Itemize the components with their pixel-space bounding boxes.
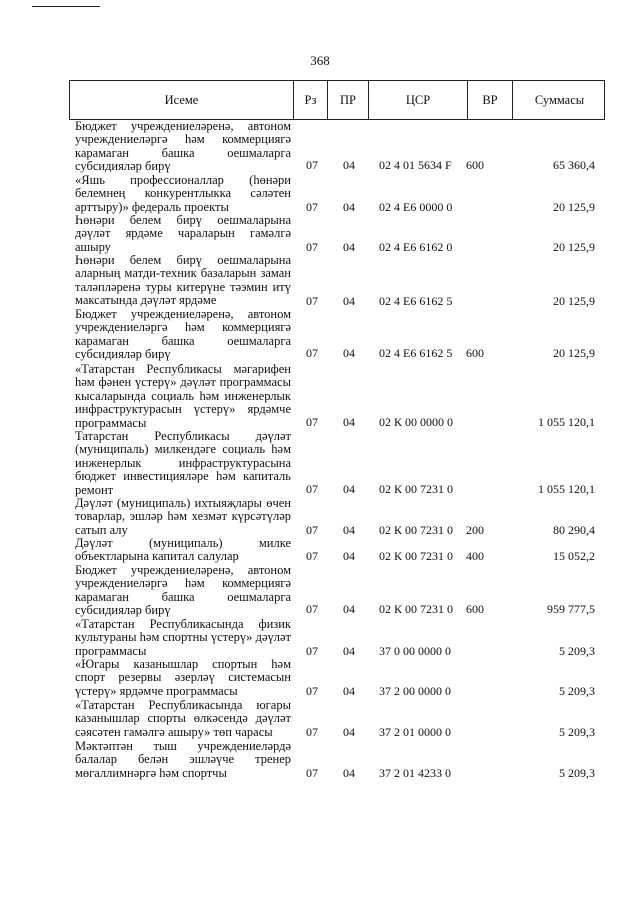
row-sum: 20 125,9 (553, 240, 595, 254)
row-rz: 07 (306, 415, 318, 429)
row-name: Мәктәптән тыш учреждениеләрдә балалар белән эшләүче тренер мөгаллимнәргә һәм спортчы (75, 739, 291, 780)
row-pr: 04 (343, 158, 355, 172)
row-name: «Татарстан Республикасында югары казанышлар спорты өлкәсендә дәүләт сәясәтен гамәлгә ашыру» төп чарасы (75, 698, 291, 739)
row-name: Һөнәри белем бирү оешмаларына дәүләт ярдәме чараларын гамәлгә ашыру (75, 213, 291, 254)
header-sum: Суммасы (534, 92, 585, 107)
row-name: Дәүләт (муниципаль) ихтыяҗлары өчен товарлар, эшләр һәм хезмәт күрсәтүләр сатып алу (75, 496, 291, 537)
row-rz: 07 (306, 482, 318, 496)
row-csr: 37 2 01 4233 0 (379, 766, 451, 780)
row-vr: 600 (466, 602, 484, 616)
row-rz: 07 (306, 644, 318, 658)
row-pr: 04 (343, 549, 355, 563)
row-name: Татарстан Республикасы дәүләт (муниципаль) милкендәге социаль һәм инженерлык инфраструктурасына бюджет инвестицияләре һәм капиталь ремонт (75, 429, 291, 497)
row-name: Бюджет учреждениеләренә, автоном учреждениеләргә һәм коммерциягә карамаган башка оешмаларга субсидияләр бирү (75, 563, 291, 618)
row-name: Дәүләт (муниципаль) милке объектларына капитал салулар (75, 536, 291, 564)
row-csr: 37 2 00 0000 0 (379, 684, 451, 698)
row-vr: 400 (466, 549, 484, 563)
header-pr: ПР (328, 81, 369, 119)
row-rz: 07 (306, 523, 318, 537)
row-pr: 04 (343, 346, 355, 360)
header-vr: ВР (468, 81, 513, 119)
row-csr: 02 4 E6 6162 0 (379, 240, 453, 254)
row-csr: 37 0 00 0000 0 (379, 644, 451, 658)
row-rz: 07 (306, 725, 318, 739)
row-rz: 07 (306, 602, 318, 616)
row-csr: 02 4 E6 6162 5 (379, 346, 453, 360)
row-rz: 07 (306, 346, 318, 360)
top-rule (32, 6, 100, 7)
page-number: 368 (310, 53, 330, 68)
row-rz: 07 (306, 549, 318, 563)
row-sum: 5 209,3 (559, 684, 595, 698)
row-rz: 07 (306, 240, 318, 254)
row-pr: 04 (343, 294, 355, 308)
row-vr: 600 (466, 158, 484, 172)
row-sum: 65 360,4 (553, 158, 595, 172)
row-rz: 07 (306, 158, 318, 172)
row-sum: 959 777,5 (547, 602, 595, 616)
table-body (75, 120, 605, 900)
row-rz: 07 (306, 766, 318, 780)
row-sum: 5 209,3 (559, 725, 595, 739)
header-rz: Рз (294, 81, 328, 119)
row-csr: 37 2 01 0000 0 (379, 725, 451, 739)
table-header (69, 80, 605, 120)
row-sum: 1 055 120,1 (538, 415, 595, 429)
row-pr: 04 (343, 684, 355, 698)
row-name: «Татарстан Республикасы мәгарифен һәм фәнен үстерү» дәүләт программасы кысаларында социаль һәм инженерлык инфраструктурасын үстерү» ярдәмче программасы (75, 362, 291, 430)
row-pr: 04 (343, 523, 355, 537)
row-name: «Татарстан Республикасында физик культураны һәм спортны үстерү» дәүләт программасы (75, 617, 291, 658)
header-csr: ЦСР (369, 81, 468, 119)
row-name: Бюджет учреждениеләренә, автоном учреждениеләргә һәм коммерциягә карамаган башка оешмаларга субсидияләр бирү (75, 119, 291, 174)
row-csr: 02 К 00 7231 0 (379, 549, 454, 563)
row-pr: 04 (343, 482, 355, 496)
row-pr: 04 (343, 644, 355, 658)
row-sum: 5 209,3 (559, 644, 595, 658)
row-csr: 02 4 E6 0000 0 (379, 200, 453, 214)
row-csr: 02 К 00 7231 0 (379, 602, 454, 616)
row-rz: 07 (306, 200, 318, 214)
row-sum: 20 125,9 (553, 200, 595, 214)
row-csr: 02 4 E6 6162 5 (379, 294, 453, 308)
row-rz: 07 (306, 684, 318, 698)
row-vr: 200 (466, 523, 484, 537)
row-pr: 04 (343, 766, 355, 780)
row-pr: 04 (343, 415, 355, 429)
row-pr: 04 (343, 240, 355, 254)
row-pr: 04 (343, 725, 355, 739)
row-csr: 02 К 00 7231 0 (379, 523, 454, 537)
row-sum: 20 125,9 (553, 346, 595, 360)
row-pr: 04 (343, 602, 355, 616)
row-name: «Югары казанышлар спортын һәм спорт резервы әзерләү системасын үстерү» ярдәмче программасы (75, 657, 291, 698)
row-csr: 02 К 00 7231 0 (379, 482, 454, 496)
row-csr: 02 К 00 0000 0 (379, 415, 454, 429)
row-csr: 02 4 01 5634 F (379, 158, 452, 172)
row-sum: 5 209,3 (559, 766, 595, 780)
row-sum: 20 125,9 (553, 294, 595, 308)
row-rz: 07 (306, 294, 318, 308)
row-pr: 04 (343, 200, 355, 214)
row-name: Һөнәри белем бирү оешмаларына аларның матди-техник базаларын заман таләпләренә туры китерүне тәэмин итү максатында дәүләт ярдәме (75, 253, 291, 308)
row-name: Бюджет учреждениеләренә, автоном учреждениеләргә һәм коммерциягә карамаган башка оешмаларга субсидияләр бирү (75, 307, 291, 362)
row-sum: 15 052,2 (553, 549, 595, 563)
row-vr: 600 (466, 346, 484, 360)
row-sum: 1 055 120,1 (538, 482, 595, 496)
header-name: Исеме (70, 81, 294, 119)
row-sum: 80 290,4 (553, 523, 595, 537)
row-name: «Яшь профессионаллар (һөнәри белемнең конкурентлыкка сәләтен арттыру)» федераль проекты (75, 173, 291, 214)
